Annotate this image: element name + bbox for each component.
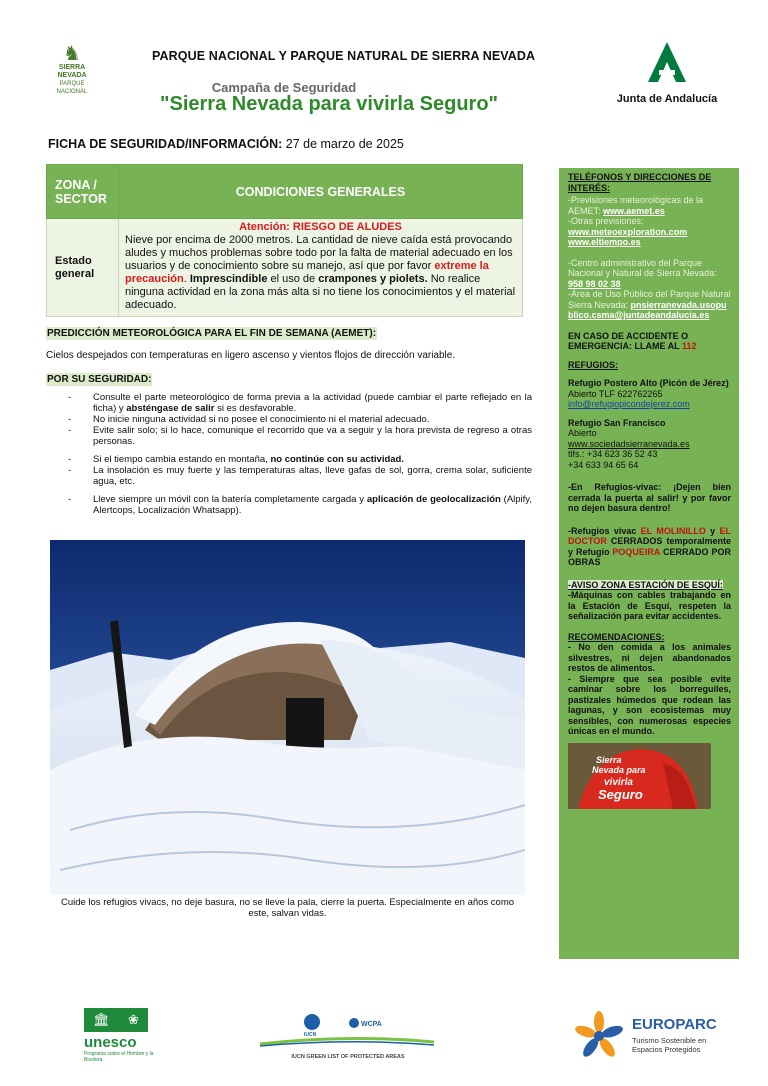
snow-refuge-photo: [50, 540, 525, 895]
closures-note: [568, 526, 731, 568]
cond-emph-2: Imprescindible: [189, 273, 268, 285]
ski-text: -Máquinas con cables trabajando en la Estación de Esquí, respeten la señalización para evitar accidentes.: [568, 590, 731, 621]
wcpa-label: WCPA: [361, 1021, 382, 1028]
aemet-link[interactable]: www.aemet.es: [603, 205, 665, 216]
conditions-header-row: [47, 165, 523, 219]
europarc-sub: Turismo Sostenible en Espacios Protegidos: [632, 1036, 707, 1054]
emergency-number[interactable]: 112: [682, 341, 697, 351]
public-email-link[interactable]: pnsierranevada.usopublico.csma@juntadeandalucia.es: [568, 299, 727, 320]
aemet-label: -Previsiones meteorológicas de la AEMET:: [568, 195, 704, 216]
rec-1: - No den comida a los animales silvestres, ni dejen abandonados restos de alimentos.: [568, 642, 731, 673]
europarc-star-icon: [570, 1010, 628, 1062]
safety-1b: absténgase de salir: [126, 403, 215, 414]
safety-1a: Consulte el parte meteorológico de forma previa a la actividad (puede cambiar el parte reflejado en la ficha) y: [93, 392, 532, 414]
iucn-green-list-logo: [258, 1012, 438, 1062]
closed-doctor: EL DOCTOR: [568, 525, 731, 546]
safety-title: POR SU SEGURIDAD:: [47, 374, 152, 385]
list-item: [66, 414, 532, 425]
ski-title: -AVISO ZONA ESTACIÓN DE ESQUÍ:: [568, 579, 723, 590]
refuges-title: REFUGIOS:: [568, 359, 619, 370]
unesco-name: unesco: [84, 1034, 137, 1051]
list-item: [66, 465, 532, 487]
refuge2-status: Abierto: [568, 428, 597, 438]
refuge1-info: Abierto TLF 622762265: [568, 388, 663, 399]
safety-6c: (Alpify, Alertcops, Localización Whatsapp).: [93, 494, 532, 516]
recommendations-title: RECOMENDACIONES:: [568, 631, 665, 642]
badge-line-3: vivirla: [604, 776, 633, 788]
refuge2-phone1: tlfs.: +34 623 36 52 43: [568, 449, 658, 459]
campaign-label: Campaña de Seguridad: [211, 80, 357, 95]
other-forecasts-label: -Otras previsiones:: [568, 216, 644, 226]
cond-text-3: el uso de: [267, 273, 319, 285]
conditions-row: [47, 219, 523, 317]
refuge-san-francisco: [568, 418, 731, 471]
meteoexploration-link[interactable]: www.meteoexploration.com: [568, 226, 688, 237]
refuge-postero-alto: [568, 378, 731, 410]
unesco-mark: [84, 1008, 148, 1032]
safety-6b: aplicación de geolocalización: [366, 494, 501, 505]
estado-line2: general: [55, 267, 95, 280]
public-area-label: -Área de Uso Público del Parque Natural Sierra Nevada:: [568, 289, 731, 310]
eltiempo-link[interactable]: www.eltiempo.es: [568, 237, 641, 247]
europarc-logo: [570, 1010, 720, 1060]
safety-6a: Lleve siempre un móvil con la batería completamente cargada y: [93, 494, 367, 505]
cond-text-4: No realice ninguna actividad en la zona más alta si no tiene los conocimientos y el material adecuado.: [125, 273, 516, 311]
safety-list: [66, 392, 532, 516]
emergency-text: EN CASO DE ACCIDENTE O EMERGENCIA: LLAME AL: [568, 330, 689, 351]
conditions-text-cell: [119, 219, 523, 317]
cond-emph-1: extreme la precaución: [125, 260, 489, 285]
cond-text-2: .: [183, 273, 190, 285]
closed-molinillo: EL MOLINILLO: [640, 525, 706, 536]
junta-andalucia-logo: [612, 40, 722, 105]
photo-caption: Cuide los refugios vivacs, no deje basura, no se lleve la pala, cierre la puerta. Especialmente en años como este, salvan vidas.: [60, 897, 515, 919]
logo-line-1: SIERRA: [58, 64, 86, 71]
campaign-badge-photo: [568, 743, 711, 809]
refuge2-phone2: +34 633 94 65 64: [568, 459, 639, 470]
closed-c: y: [705, 525, 720, 536]
europarc-name: EUROPARC: [632, 1016, 717, 1033]
safety-3: Evite salir solo; si lo hace, comunique el recorrido que va a seguir y la hora prevista de regreso a otras personas.: [93, 425, 532, 447]
admin-phone[interactable]: 958 98 02 38: [568, 278, 621, 289]
zone-header-line1: ZONA /: [55, 177, 97, 192]
avalanche-alert: Atención: RIESGO DE ALUDES: [239, 221, 402, 233]
admin-block: [568, 258, 731, 321]
estado-cell: [47, 219, 119, 317]
admin-center-label: -Centro administrativo del Parque Nacional y Natural de Sierra Nevada:: [568, 257, 717, 278]
campaign-title: "Sierra Nevada para vivirla Seguro": [160, 93, 499, 115]
zone-header-line2: SECTOR: [55, 191, 107, 206]
prediction-text: Cielos despejados con temperaturas en ligero ascenso y vientos flojos de dirección variable.: [46, 350, 456, 361]
temple-icon: 🏛: [93, 1012, 110, 1027]
ibex-icon: ♞: [63, 43, 81, 65]
junta-mark-icon: [644, 40, 690, 84]
iucn-label: IUCN: [304, 1032, 317, 1038]
cond-emph-3: crampones y piolets.: [318, 273, 428, 285]
closed-e: CERRADOS temporalmente y Refugio: [568, 536, 731, 557]
list-item: [66, 425, 532, 447]
logo-line-2: NEVADA: [57, 72, 87, 79]
safety-4a: Si el tiempo cambia estando en montaña,: [93, 454, 271, 465]
contact-sidebar: [559, 168, 739, 959]
list-item: [66, 454, 532, 465]
safety-2: No inicie ninguna actividad si no posee el conocimiento ni el material adecuado.: [93, 414, 430, 425]
refuge1-email-link[interactable]: info@refugiopicondejerez.com: [568, 399, 690, 409]
emergency-block: [568, 331, 731, 352]
badge-line-2: Nevada para: [592, 764, 646, 775]
conditions-table: [46, 164, 523, 317]
park-title: PARQUE NACIONAL Y PARQUE NATURAL DE SIERRA NEVADA: [152, 49, 536, 63]
safety-4b: no continúe con su actividad.: [270, 454, 404, 465]
ficha-label: FICHA DE SEGURIDAD/INFORMACIÓN:: [48, 137, 283, 151]
safety-1c: si es desfavorable.: [214, 403, 297, 414]
refuge2-web-link[interactable]: www.sociedadsierranevada.es: [568, 438, 690, 449]
safety-5: La insolación es muy fuerte y las temperaturas altas, lleve gafas de sol, gorra, crema solar, suficiente agua, etc.: [93, 465, 532, 487]
ski-block: [568, 580, 731, 622]
zone-header: [47, 165, 119, 219]
unesco-sub: Programa sobre el Hombre y la Biosfera: [84, 1051, 154, 1063]
vivac-note: -En Refugios-vivac: ¡Dejen bien cerrada la puerta al salir! y por favor no dejen basura dentro!: [568, 482, 731, 513]
contacts-title: TELÉFONOS Y DIRECCIONES DE INTERÉS:: [568, 172, 712, 193]
closed-g: CERRADO POR OBRAS: [568, 546, 731, 567]
list-item: [66, 494, 532, 516]
badge-line-4: Seguro: [598, 786, 643, 802]
badge-line-1: Sierra: [596, 754, 622, 765]
refuge1-name: Refugio Postero Alto (Picón de Jérez): [568, 378, 729, 388]
logo-line-3: PARQUE NACIONAL: [56, 81, 88, 95]
rec-2: - Siempre que sea posible evite caminar sobre los borreguiles, pastizales húmedos que rodean las lagunas, y son ecosistemas muy sensibles, con numerosas especies únicas en el mundo.: [568, 673, 731, 736]
junta-name: Junta de Andalucía: [616, 93, 718, 105]
refuge2-name: Refugio San Francisco: [568, 417, 666, 428]
ficha-line: [48, 137, 404, 151]
mab-icon: ❀: [127, 1012, 139, 1027]
estado-line1: Estado: [55, 254, 92, 267]
list-item: [66, 392, 532, 414]
aemet-block: [568, 195, 731, 248]
closed-poqueira: POQUEIRA: [612, 546, 661, 557]
ficha-date: 27 de marzo de 2025: [282, 137, 404, 151]
conditions-header: CONDICIONES GENERALES: [119, 165, 523, 219]
closed-a: -Refugios vivac: [568, 525, 641, 536]
cond-text-1: Nieve por encima de 2000 metros. La cantidad de nieve caída está provocando aludes y muchos problemas sobre todo por la falta de material adecuado en los usuarios y de conocimiento sobre su manejo, así que por favor: [125, 234, 513, 272]
unesco-logo: [84, 1008, 160, 1063]
prediction-title: PREDICCIÓN METEOROLÓGICA PARA EL FIN DE SEMANA (AEMET):: [47, 328, 377, 339]
green-list-label: IUCN GREEN LIST OF PROTECTED AREAS: [291, 1054, 405, 1060]
